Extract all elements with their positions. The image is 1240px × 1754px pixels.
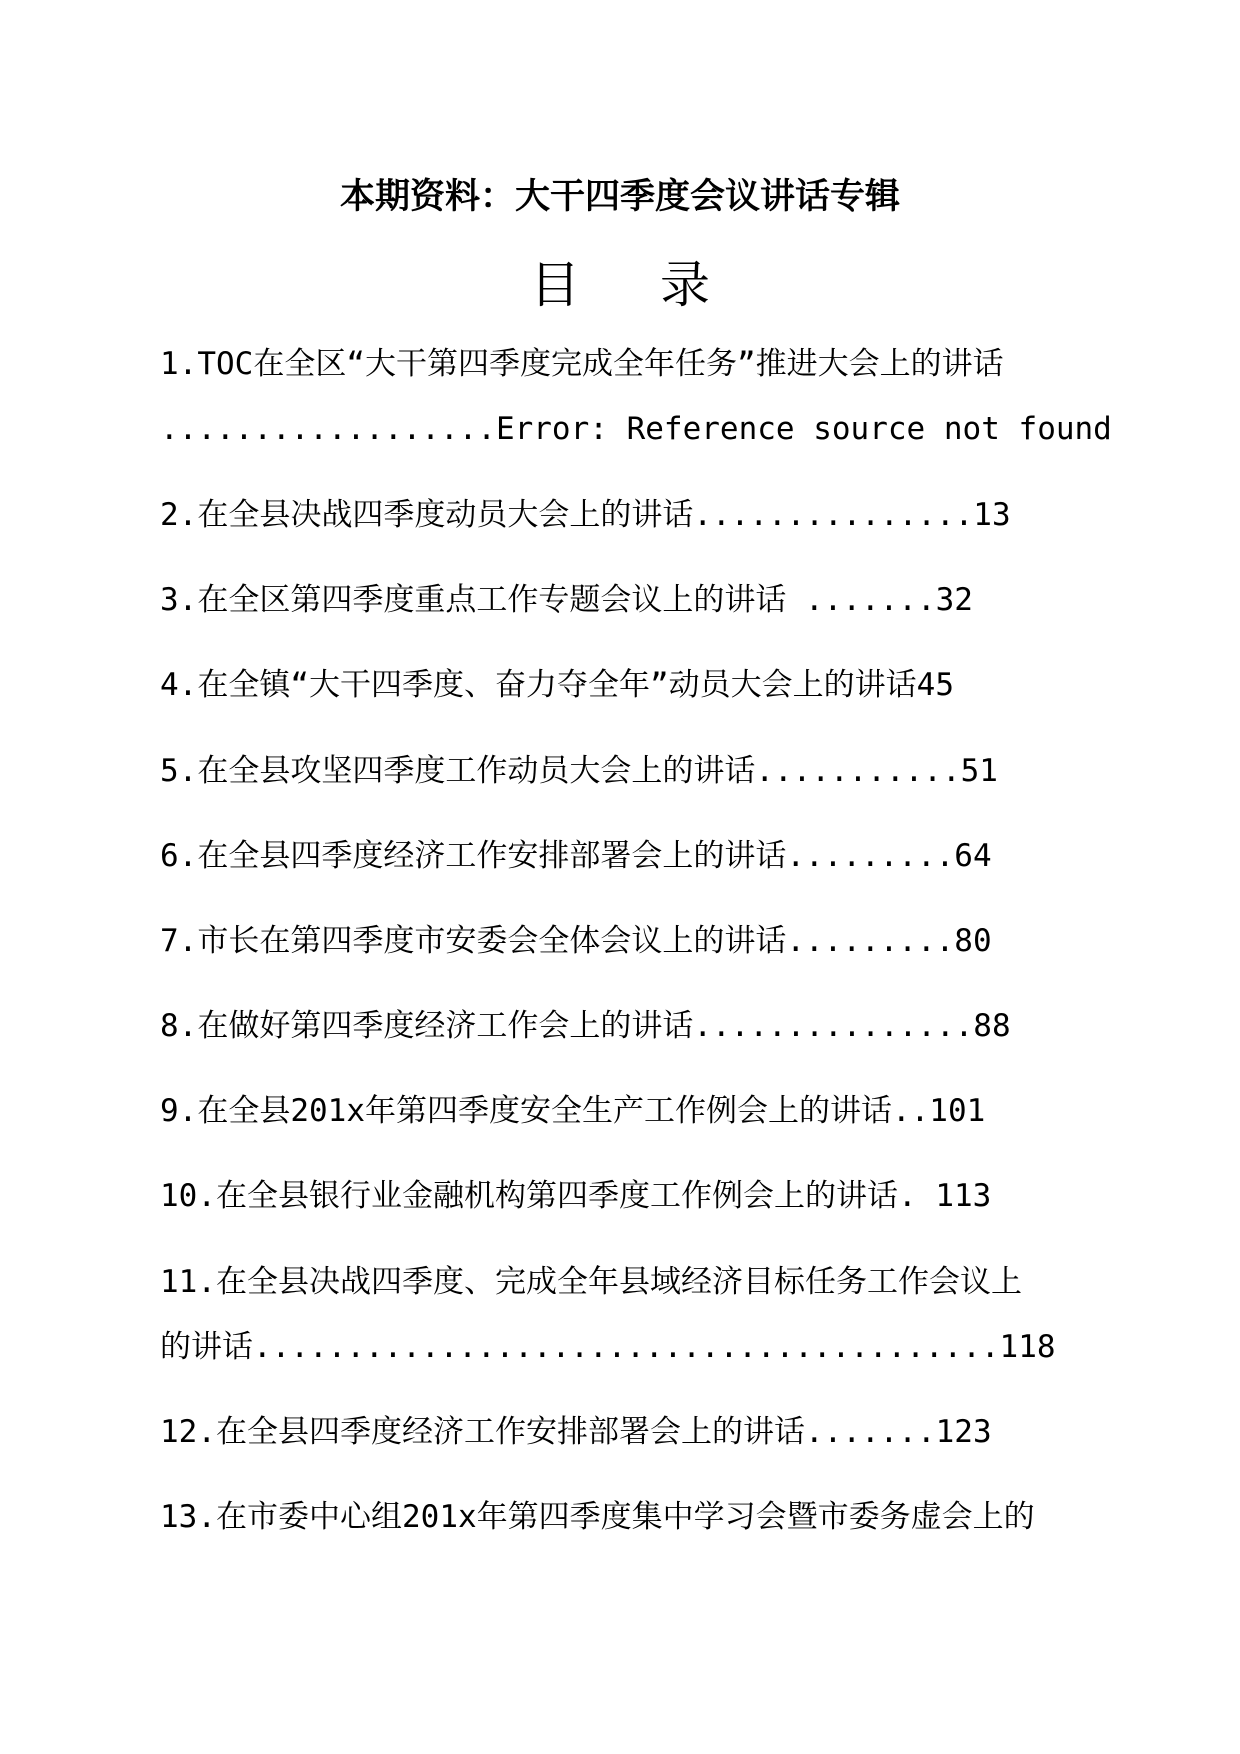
toc-entry-7[interactable]: 7.市长在第四季度市安委会全体会议上的讲话.........80 [160,923,992,959]
toc-entry-10[interactable]: 10.在全县银行业金融机构第四季度工作例会上的讲话. 113 [160,1178,992,1214]
toc-entry-13[interactable]: 13.在市委中心组201x年第四季度集中学习会暨市委务虚会上的 [160,1499,1035,1535]
toc-entry-1[interactable]: 1.TOC在全区“大干第四季度完成全年任务”推进大会上的讲话 [160,346,1004,382]
toc-entry-8[interactable]: 8.在做好第四季度经济工作会上的讲话...............88 [160,1008,1011,1044]
document-heading: 本期资料：大干四季度会议讲话专辑 [339,177,900,217]
toc-entry-11-continuation[interactable]: 的讲话........................................118 [160,1329,1056,1365]
toc-entry-2[interactable]: 2.在全县决战四季度动员大会上的讲话...............13 [160,497,1011,533]
toc-entry-9[interactable]: 9.在全县201x年第四季度安全生产工作例会上的讲话..101 [160,1093,986,1129]
toc-entry-3[interactable]: 3.在全区第四季度重点工作专题会议上的讲话 .......32 [160,582,973,618]
toc-entry-1-continuation[interactable]: ..................Error: Reference source not found [160,411,1112,447]
toc-entry-6[interactable]: 6.在全县四季度经济工作安排部署会上的讲话.........64 [160,838,992,874]
toc-entry-12[interactable]: 12.在全县四季度经济工作安排部署会上的讲话.......123 [160,1414,992,1450]
toc-title: 目 录 [530,256,742,314]
toc-entry-4[interactable]: 4.在全镇“大干四季度、奋力夺全年”动员大会上的讲话45 [160,667,954,703]
toc-entry-5[interactable]: 5.在全县攻坚四季度工作动员大会上的讲话...........51 [160,753,998,789]
toc-entry-11[interactable]: 11.在全县决战四季度、完成全年县域经济目标任务工作会议上 [160,1264,1022,1300]
